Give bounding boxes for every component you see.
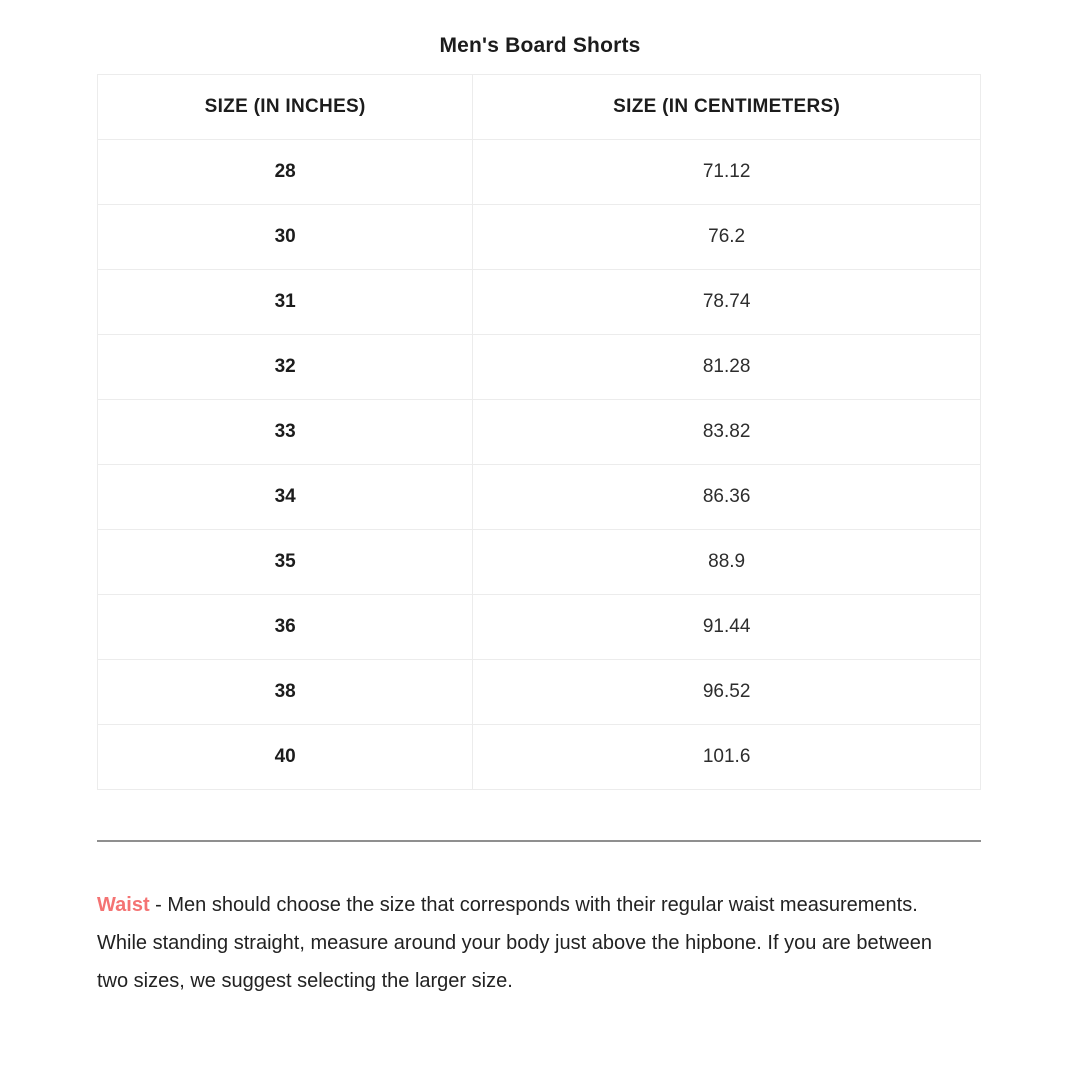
cell-inches: 35 (98, 530, 473, 595)
cell-inches: 36 (98, 595, 473, 660)
table-row (98, 140, 981, 205)
table-row (98, 595, 981, 660)
cell-cm: 101.6 (473, 725, 981, 790)
cell-inches: 28 (98, 140, 473, 205)
cell-cm: 83.82 (473, 400, 981, 465)
waist-note (97, 886, 965, 1000)
table-row (98, 725, 981, 790)
table-row (98, 530, 981, 595)
table-row (98, 335, 981, 400)
col-header-centimeters: SIZE (IN CENTIMETERS) (473, 75, 981, 140)
cell-cm: 71.12 (473, 140, 981, 205)
cell-cm: 91.44 (473, 595, 981, 660)
cell-cm: 81.28 (473, 335, 981, 400)
page-title: Men's Board Shorts (439, 34, 641, 57)
cell-inches: 30 (98, 205, 473, 270)
cell-inches: 33 (98, 400, 473, 465)
waist-note-separator: - (149, 894, 168, 916)
cell-cm: 78.74 (473, 270, 981, 335)
table-row (98, 465, 981, 530)
cell-cm: 76.2 (473, 205, 981, 270)
cell-inches: 32 (98, 335, 473, 400)
waist-label: Waist (97, 894, 150, 916)
cell-inches: 34 (98, 465, 473, 530)
col-header-inches: SIZE (IN INCHES) (98, 75, 473, 140)
table-row (98, 400, 981, 465)
cell-cm: 86.36 (473, 465, 981, 530)
cell-inches: 38 (98, 660, 473, 725)
cell-inches: 40 (98, 725, 473, 790)
table-row (98, 660, 981, 725)
table-row (98, 205, 981, 270)
cell-cm: 88.9 (473, 530, 981, 595)
table-header-row (98, 75, 981, 140)
waist-note-text: Men should choose the size that corresponds with their regular waist measurements. While standing straight, measure around your body just above the hipbone. If you are between two sizes, we suggest selecting the larger size. (97, 894, 932, 992)
table-row (98, 270, 981, 335)
section-divider (97, 840, 981, 842)
size-table (97, 74, 981, 790)
cell-inches: 31 (98, 270, 473, 335)
cell-cm: 96.52 (473, 660, 981, 725)
